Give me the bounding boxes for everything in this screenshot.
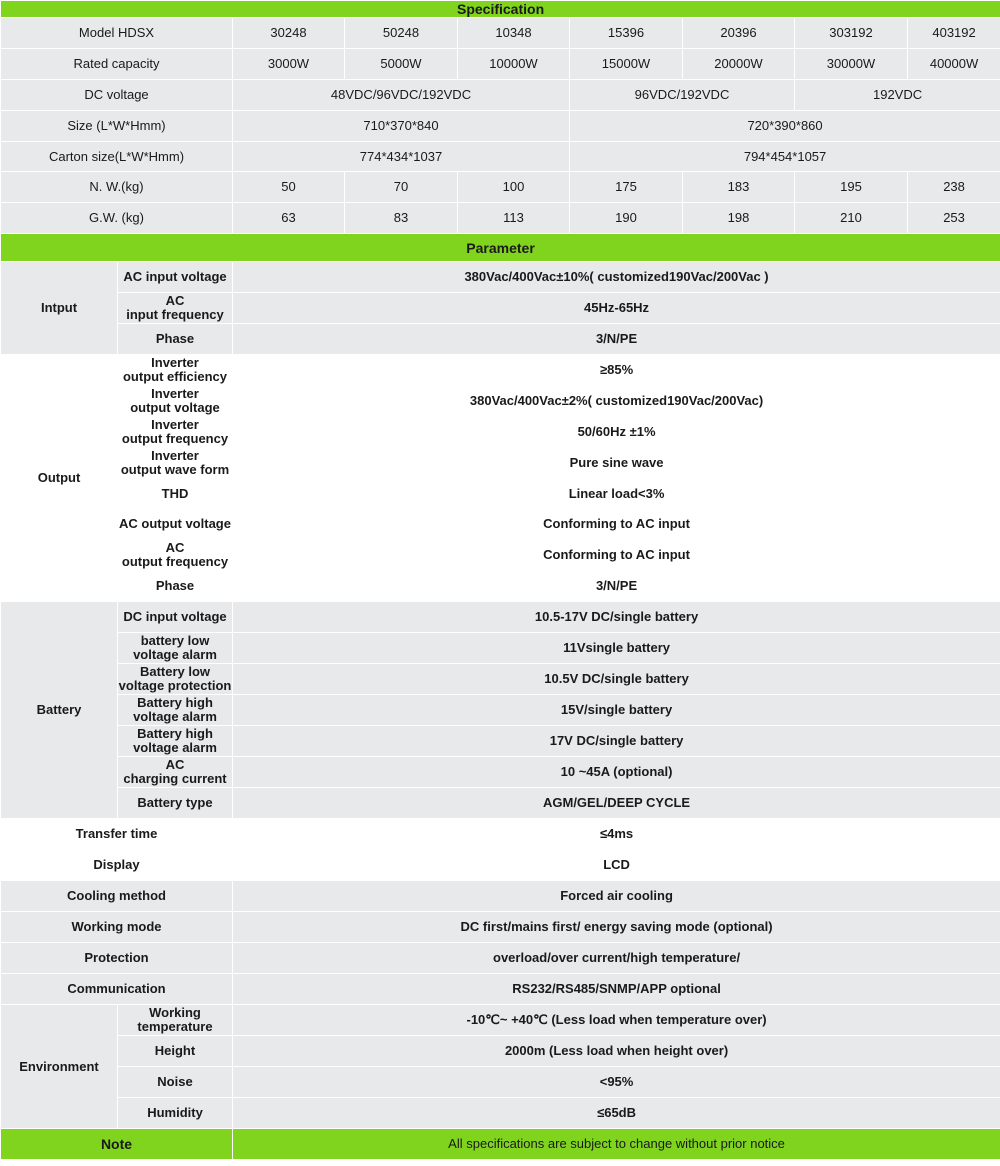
net-weight-cell: 195: [795, 172, 908, 203]
battery-category: Battery: [1, 602, 118, 819]
model-cell: 10348: [458, 18, 570, 49]
net-weight-cell: 100: [458, 172, 570, 203]
param-label: Height: [118, 1036, 233, 1067]
rated-cell: 15000W: [570, 49, 683, 80]
environment-category: Environment: [1, 1005, 118, 1129]
param-label: Inverter output voltage: [118, 386, 233, 417]
gross-weight-cell: 83: [345, 203, 458, 234]
cooling-method-label: Cooling method: [1, 881, 233, 912]
dc-voltage-cell: 192VDC: [795, 80, 1000, 111]
communication-label: Communication: [1, 974, 233, 1005]
param-value: RS232/RS485/SNMP/APP optional: [233, 974, 1000, 1005]
rated-cell: 3000W: [233, 49, 345, 80]
param-value: overload/over current/high temperature/: [233, 943, 1000, 974]
net-weight-cell: 50: [233, 172, 345, 203]
param-label: Battery type: [118, 788, 233, 819]
display-label: Display: [1, 850, 233, 881]
param-value: LCD: [233, 850, 1000, 881]
dc-voltage-cell: 48VDC/96VDC/192VDC: [233, 80, 570, 111]
param-label: AC charging current: [118, 757, 233, 788]
param-value: ≥85%: [233, 355, 1000, 386]
param-label: Humidity: [118, 1098, 233, 1129]
param-value: ≤65dB: [233, 1098, 1000, 1129]
net-weight-cell: 175: [570, 172, 683, 203]
gross-weight-cell: 253: [908, 203, 1000, 234]
size-cell: 720*390*860: [570, 111, 1000, 142]
net-weight-cell: 238: [908, 172, 1000, 203]
size-label: Size (L*W*Hmm): [1, 111, 233, 142]
param-value: 11Vsingle battery: [233, 633, 1000, 664]
carton-size-cell: 794*454*1057: [570, 142, 1000, 172]
model-cell: 15396: [570, 18, 683, 49]
net-weight-cell: 183: [683, 172, 795, 203]
gross-weight-cell: 113: [458, 203, 570, 234]
note-label: Note: [1, 1129, 233, 1160]
param-label: Battery high voltage alarm: [118, 726, 233, 757]
param-value: 2000m (Less load when height over): [233, 1036, 1000, 1067]
model-cell: 20396: [683, 18, 795, 49]
param-label: Phase: [118, 571, 233, 602]
model-cell: 50248: [345, 18, 458, 49]
output-category: Output: [1, 355, 118, 602]
dc-voltage-cell: 96VDC/192VDC: [570, 80, 795, 111]
param-value: <95%: [233, 1067, 1000, 1098]
dc-voltage-label: DC voltage: [1, 80, 233, 111]
specification-title: Specification: [1, 1, 1000, 18]
param-value: 3/N/PE: [233, 571, 1000, 602]
param-value: AGM/GEL/DEEP CYCLE: [233, 788, 1000, 819]
carton-size-cell: 774*434*1037: [233, 142, 570, 172]
param-label: Working temperature: [118, 1005, 233, 1036]
param-value: 15V/single battery: [233, 695, 1000, 726]
gross-weight-cell: 190: [570, 203, 683, 234]
param-label: AC output voltage: [118, 509, 233, 540]
param-label: battery low voltage alarm: [118, 633, 233, 664]
size-cell: 710*370*840: [233, 111, 570, 142]
param-label: Inverter output efficiency: [118, 355, 233, 386]
note-text: All specifications are subject to change without prior notice: [233, 1129, 1000, 1160]
param-label: THD: [118, 479, 233, 509]
param-value: Linear load<3%: [233, 479, 1000, 509]
rated-cell: 20000W: [683, 49, 795, 80]
model-cell: 30248: [233, 18, 345, 49]
param-value: Pure sine wave: [233, 448, 1000, 479]
param-value: 50/60Hz ±1%: [233, 417, 1000, 448]
param-value: -10℃~ +40℃ (Less load when temperature over): [233, 1005, 1000, 1036]
param-value: 45Hz-65Hz: [233, 293, 1000, 324]
param-label: AC input voltage: [118, 262, 233, 293]
param-value: 10.5V DC/single battery: [233, 664, 1000, 695]
param-value: DC first/mains first/ energy saving mode (optional): [233, 912, 1000, 943]
param-label: Inverter output frequency: [118, 417, 233, 448]
param-value: Conforming to AC input: [233, 540, 1000, 571]
param-value: 10 ~45A (optional): [233, 757, 1000, 788]
rated-cell: 30000W: [795, 49, 908, 80]
param-label: Phase: [118, 324, 233, 355]
model-cell: 403192: [908, 18, 1000, 49]
rated-cell: 40000W: [908, 49, 1000, 80]
gross-weight-label: G.W. (kg): [1, 203, 233, 234]
param-label: AC input frequency: [118, 293, 233, 324]
rated-cell: 5000W: [345, 49, 458, 80]
param-value: ≤4ms: [233, 819, 1000, 850]
param-label: AC output frequency: [118, 540, 233, 571]
param-value: 17V DC/single battery: [233, 726, 1000, 757]
param-value: 380Vac/400Vac±2%( customized190Vac/200Vac): [233, 386, 1000, 417]
protection-label: Protection: [1, 943, 233, 974]
param-label: DC input voltage: [118, 602, 233, 633]
param-label: Inverter output wave form: [118, 448, 233, 479]
param-value: 3/N/PE: [233, 324, 1000, 355]
rated-cell: 10000W: [458, 49, 570, 80]
net-weight-cell: 70: [345, 172, 458, 203]
parameter-title: Parameter: [1, 234, 1000, 262]
rated-capacity-label: Rated capacity: [1, 49, 233, 80]
param-label: Battery low voltage protection: [118, 664, 232, 693]
param-value: 380Vac/400Vac±10%( customized190Vac/200Vac ): [233, 262, 1000, 293]
transfer-time-label: Transfer time: [1, 819, 233, 850]
param-label: Battery high voltage alarm: [118, 695, 233, 726]
param-label: Noise: [118, 1067, 233, 1098]
param-value: Conforming to AC input: [233, 509, 1000, 540]
input-category: Intput: [1, 262, 118, 355]
gross-weight-cell: 198: [683, 203, 795, 234]
param-value: 10.5-17V DC/single battery: [233, 602, 1000, 633]
model-cell: 303192: [795, 18, 908, 49]
gross-weight-cell: 63: [233, 203, 345, 234]
model-label: Model HDSX: [1, 18, 233, 49]
carton-size-label: Carton size(L*W*Hmm): [1, 142, 233, 172]
working-mode-label: Working mode: [1, 912, 233, 943]
gross-weight-cell: 210: [795, 203, 908, 234]
param-value: Forced air cooling: [233, 881, 1000, 912]
net-weight-label: N. W.(kg): [1, 172, 233, 203]
